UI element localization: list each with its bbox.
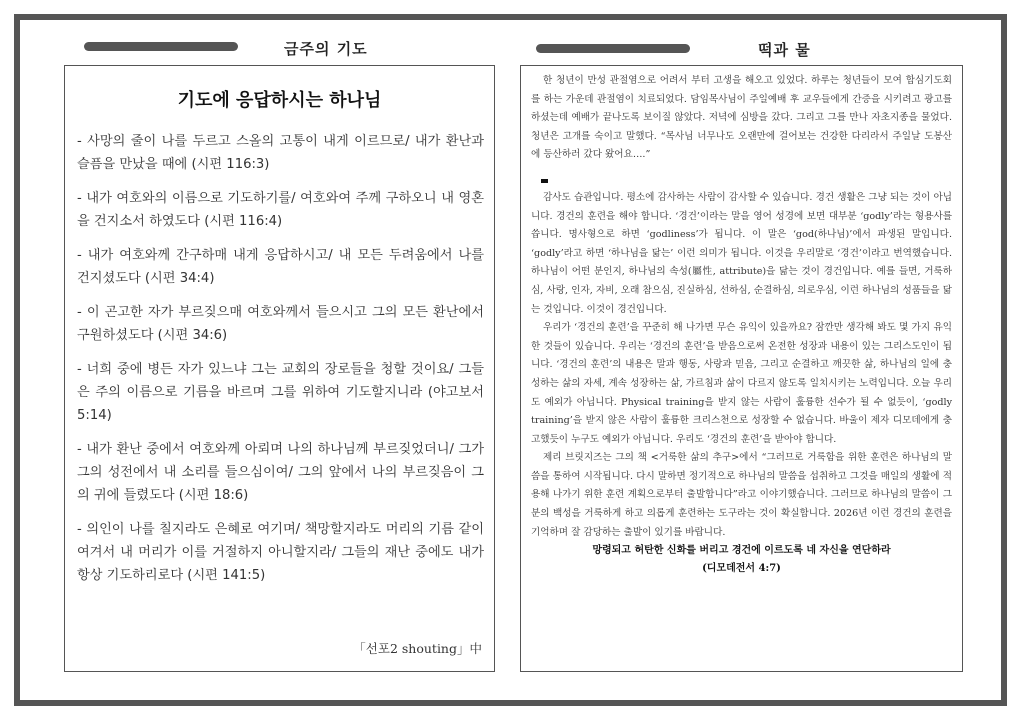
article-paragraph: 우리가 ‘경건의 훈련’을 꾸준히 해 나가면 무슨 유익이 있을까요? 잠깐만 생각해 봐도 몇 가지 유익한 것들이 있습니다. 우리는 ‘경건의 훈련’을 받음으로써 온전한 성장과 내용이 있는 그리스도인이 됩니다. ‘경건의 훈련’의 내용은 말과 행동, 사랑과 믿음, 그리고 순결하고 깨끗한 삶, 하나님의 일에 충성하는 삶의 자세, 계속 성장하는 삶, 가르침과 삶이 다르지 않도록 일치시키는 노력입니다. 오늘 우리도 예외가 아닙니다. Physical training을 받지 않는 사람이 훌륭한 선수가 될 수 없듯이, ‘godly training’을 받지 않은 사람이 훌륭한 크리스천으로 성장할 수 없습니다. 바울이 제자 디모데에게 충고했듯이 누구도 예외가 아닙니다. 우리도 ‘경건의 훈련’을 받아야 합니다. [531, 322, 952, 445]
verse-item: - 내가 여호와께 간구하매 내게 응답하시고/ 내 모든 두려움에서 나를 건지셨도다 (시편 34:4) [77, 248, 484, 286]
verse-item: - 내가 환난 중에서 여호와께 아뢰며 나의 하나님께 부르짖었더니/ 그가 그의 성전에서 내 소리를 들으심이여/ 그의 앞에서 나의 부르짖음이 그의 귀에 들렸도다 (시편 18:6) [77, 442, 484, 503]
right-header-title: 떡과 물 [758, 41, 811, 59]
verse-item: - 내가 여호와의 이름으로 기도하기를/ 여호와여 주께 구하오니 내 영혼을 건지소서 하였도다 (시편 116:4) [77, 191, 484, 229]
section-marker [541, 179, 548, 183]
verse-list [77, 130, 484, 598]
prayer-title: 기도에 응답하시는 하나님 [177, 90, 382, 111]
closing-reference: (디모데전서 4:7) [702, 563, 781, 575]
article-body [531, 72, 952, 578]
prayer-box [64, 65, 495, 672]
story-paragraph: 한 청년이 만성 관절염으로 어려서 부터 고생을 해오고 있었다. 하루는 청년들이 모여 합심기도회를 하는 가운데 관절염이 치료되었다. 담임목사님이 주일예배 후 교우들에게 간증을 시키려고 광고를 하셨는데 예배가 끝나도록 보이질 않았다. 저녁에 심방을 갔다. 그리고 그를 만나 자초지종을 물었다. 청년은 고개를 숙이고 말했다. “목사님 너무나도 오랜만에 걸어보는 건강한 다리라서 주일날 도봉산에 등산하러 갔다 왔어요….” [531, 75, 952, 161]
verse-item: - 의인이 나를 칠지라도 은혜로 여기며/ 책망할지라도 머리의 기름 같이 여겨서 내 머리가 이를 거절하지 아니할지라/ 그들의 재난 중에도 내가 항상 기도하리로다 (시편 141:5) [77, 522, 484, 583]
article-paragraph: 감사도 습관입니다. 평소에 감사하는 사람이 감사할 수 있습니다. 경건 생활은 그냥 되는 것이 아닙니다. 경건의 훈련을 해야 합니다. ‘경건’이라는 말을 영어 성경에 보면 대부분 ‘godly’라는 형용사를 씁니다. 명사형으로 하면 ‘godliness’가 됩니다. 이 말은 ‘god(하나님)’에서 파생된 말입니다. ‘godly’라고 하면 ‘하나님을 닮는’ 이런 의미가 됩니다. 이것을 우리말로 ‘경건’이라고 번역했습니다. 하나님이 어떤 분인지, 하나님의 속성(屬性, attribute)을 닮는 것이 경건입니다. 예를 들면, 거룩하심, 사랑, 인자, 자비, 오래 참으심, 진실하심, 선하심, 순결하심, 의로우심, 이런 하나님의 성품들을 닮는 것입니다. 이것이 경건입니다. [531, 191, 952, 315]
right-header-bar [536, 44, 690, 53]
verse-item: - 사망의 줄이 나를 두르고 스올의 고통이 내게 이르므로/ 내가 환난과 슬픔을 만났을 때에 (시편 116:3) [77, 134, 484, 172]
left-header-bar [84, 42, 238, 51]
left-header-title: 금주의 기도 [284, 40, 368, 58]
closing-verse: 망령되고 허탄한 신화를 버리고 경건에 이르도록 네 자신을 연단하라 [592, 545, 891, 557]
source-citation: 「선포2 shouting」中 [353, 641, 482, 656]
verse-item: - 너희 중에 병든 자가 있느냐 그는 교회의 장로들을 청할 것이요/ 그들은 주의 이름으로 기름을 바르며 그를 위하여 기도할지니라 (야고보서 5:14) [77, 362, 484, 423]
verse-item: - 이 곤고한 자가 부르짖으매 여호와께서 들으시고 그의 모든 환난에서 구원하셨도다 (시편 34:6) [77, 305, 484, 343]
article-paragraph: 제리 브릿지즈는 그의 책 <거룩한 삶의 추구>에서 “그러므로 거룩함을 위한 훈련은 하나님의 말씀을 통하여 시작됩니다. 다시 말하면 정기적으로 하나님의 말씀을 섭취하고 그것을 매일의 생활에 적용해 나가기 위한 훈련 계획으로부터 출발합니다”라고 이야기했습니다. 그러므로 하나님의 말씀이 그분의 백성을 거룩하게 하고 의롭게 훈련하는 도구라는 것이 확실합니다. 2026년 이런 경건의 훈련을 기억하며 잘 감당하는 출발이 있기를 바랍니다. [531, 452, 952, 538]
article-box [520, 65, 963, 672]
